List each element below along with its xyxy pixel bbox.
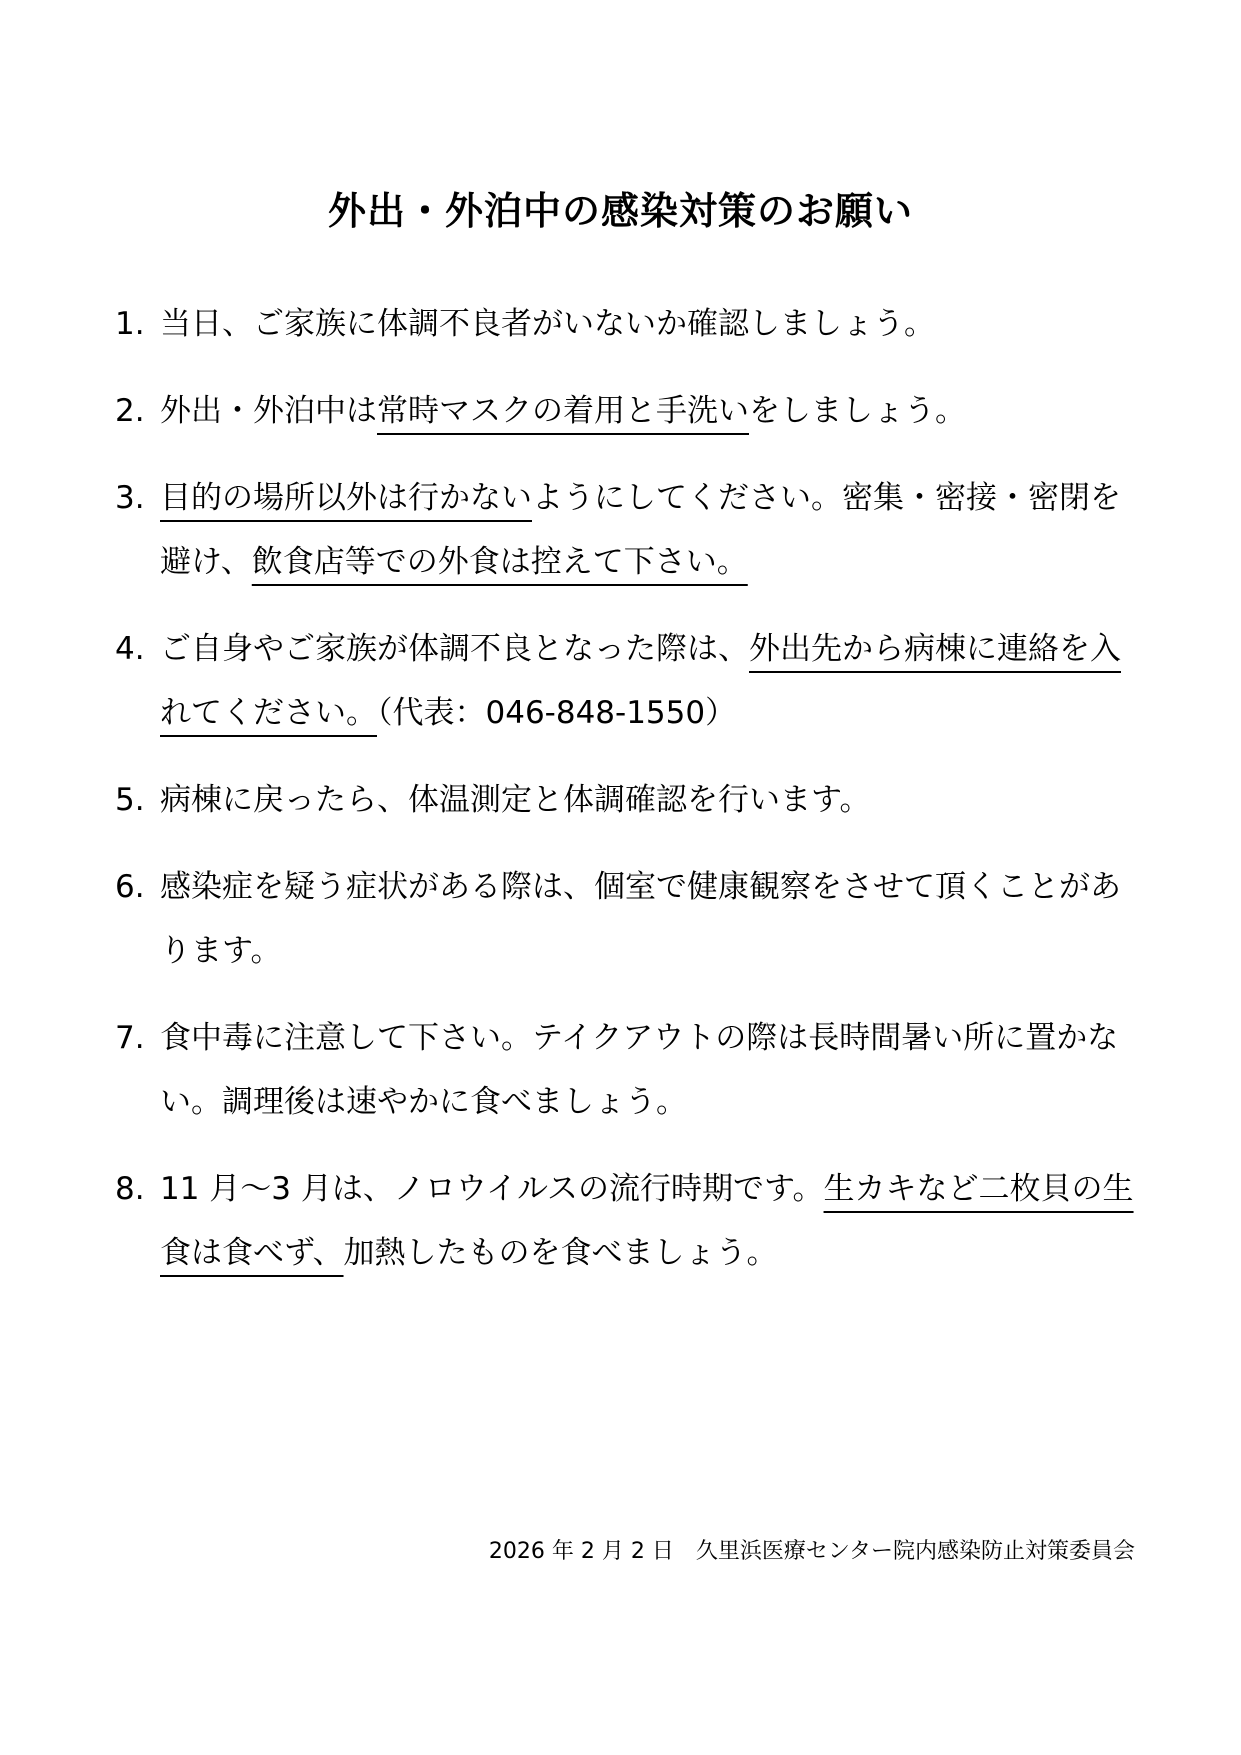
item-text <box>160 466 1135 594</box>
item-number: 5. <box>115 782 145 818</box>
item-text <box>160 617 1135 745</box>
underlined-emphasis: 飲食店等での外食は控えて下さい。 <box>251 544 748 580</box>
list-item <box>115 1157 1135 1285</box>
item-text-segment: 当日、ご家族に体調不良者がいないか確認しましょう。 <box>160 306 935 342</box>
item-number: 2. <box>115 393 145 429</box>
item-number: 3. <box>115 480 145 516</box>
underlined-emphasis: 生カキなど二枚貝の生食は食べず、 <box>160 1171 1134 1271</box>
list-item <box>115 466 1135 594</box>
item-text-segment: 病棟に戻ったら、体温測定と体調確認を行います。 <box>160 782 871 818</box>
item-number: 6. <box>115 869 145 905</box>
list-item <box>115 768 1135 832</box>
item-text-segment: ご自身やご家族が体調不良となった際は、 <box>160 631 749 667</box>
item-number: 1. <box>115 306 145 342</box>
notice-list <box>115 292 1135 1308</box>
item-text-segment: をしましょう。 <box>749 393 966 429</box>
item-text <box>160 1157 1135 1285</box>
item-text-segment: 加熱したものを食べましょう。 <box>343 1235 778 1271</box>
underlined-emphasis: 常時マスクの着用と手洗い <box>377 393 749 429</box>
page-title: 外出・外泊中の感染対策のお願い <box>327 189 913 233</box>
item-text <box>160 855 1135 983</box>
list-item <box>115 855 1135 983</box>
footer-date-and-author: 2026 年 2 月 2 日 久里浜医療センター院内感染防止対策委員会 <box>488 1539 1135 1564</box>
item-text <box>160 379 1135 443</box>
list-item <box>115 292 1135 356</box>
item-text-segment: ようにしてください。密集・密接・密閉を避け、 <box>160 480 1121 580</box>
item-number: 4. <box>115 631 145 667</box>
item-text-segment: 11 月～3 月は、ノロウイルスの流行時期です。 <box>160 1171 824 1207</box>
underlined-emphasis: 目的の場所以外は行かない <box>160 480 532 516</box>
underlined-emphasis: 外出先から病棟に連絡を入れてください。 <box>160 631 1121 731</box>
item-text-segment: 外出・外泊中は <box>160 393 377 429</box>
list-item <box>115 617 1135 745</box>
phone-number: （代表：046-848-1550） <box>377 695 737 731</box>
list-item <box>115 379 1135 443</box>
item-text <box>160 292 1135 356</box>
item-text <box>160 1006 1135 1134</box>
item-number: 8. <box>115 1171 145 1207</box>
item-number: 7. <box>115 1020 145 1056</box>
item-text-segment: 食中毒に注意して下さい。テイクアウトの際は長時間暑い所に置かない。調理後は速やかに食べましょう。 <box>160 1020 1119 1120</box>
list-item <box>115 1006 1135 1134</box>
item-text <box>160 768 1135 832</box>
item-text-segment: 感染症を疑う症状がある際は、個室で健康観察をさせて頂くことがあります。 <box>160 869 1121 969</box>
